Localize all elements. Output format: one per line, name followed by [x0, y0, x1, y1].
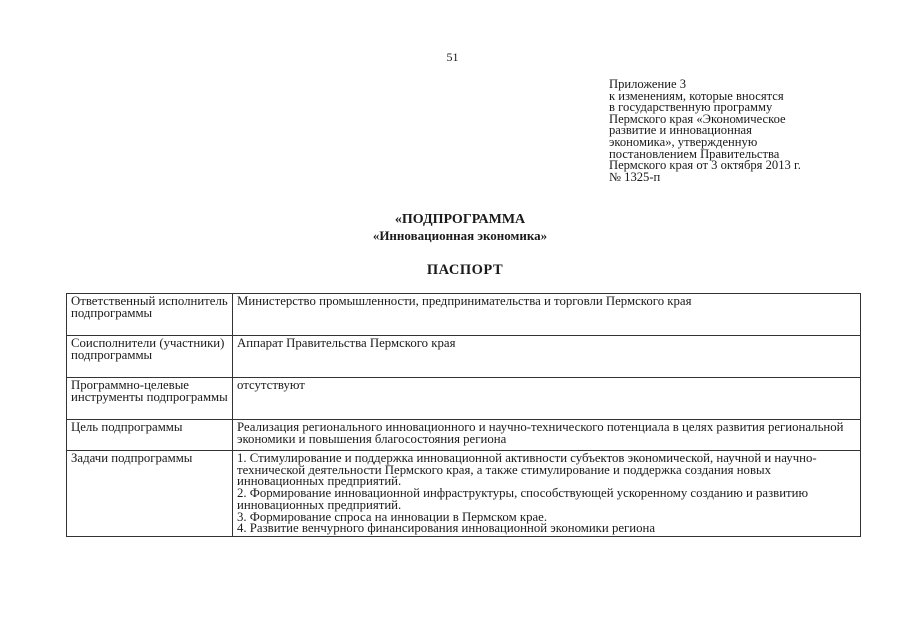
- row-label: Цель подпрограммы: [67, 420, 233, 451]
- table-row: [67, 294, 861, 336]
- appendix-note: [609, 79, 869, 183]
- task-item: 4. Развитие венчурного финансирования инновационной экономики региона: [237, 521, 656, 536]
- row-label: Задачи подпрограммы: [67, 451, 233, 537]
- page-number: 51: [446, 50, 459, 64]
- appendix-line: развитие и инновационная: [609, 123, 752, 138]
- row-label: Ответственный исполнитель подпрограммы: [67, 294, 233, 336]
- row-label: Программно-целевые инструменты подпрограммы: [67, 378, 233, 420]
- passport-table: [66, 293, 861, 537]
- appendix-line: № 1325-п: [609, 169, 661, 184]
- subprogram-name: «Инновационная экономика»: [372, 228, 548, 243]
- appendix-line: к изменениям, которые вносятся: [609, 88, 784, 103]
- row-value: отсутствуют: [233, 378, 861, 420]
- row-value: Реализация регионального инновационного и научно-технического потенциала в целях развития региональной экономики и повышения благосостояния региона: [233, 420, 861, 451]
- table-row: [67, 378, 861, 420]
- subprogram-heading: «ПОДПРОГРАММА: [394, 212, 526, 227]
- task-item: 2. Формирование инновационной инфраструктуры, способствующей ускоренному созданию и развитию инновационных предприятий.: [237, 486, 809, 512]
- row-value-tasks: [233, 451, 861, 537]
- appendix-line: экономика», утвержденную: [609, 134, 758, 149]
- passport-heading: ПАСПОРТ: [426, 262, 504, 278]
- task-item: 1. Стимулирование и поддержка инновационной активности субъектов экономической, научной и научно-технической деятельности Пермского края, а также стимулирование и поддержка создания новых инновационных предприятий.: [237, 451, 817, 489]
- appendix-line: Пермского края «Экономическое: [609, 111, 786, 126]
- appendix-line: Приложение 3: [609, 77, 687, 91]
- row-label: Соисполнители (участники) подпрограммы: [67, 336, 233, 378]
- row-value: Министерство промышленности, предпринимательства и торговли Пермского края: [233, 294, 861, 336]
- table-row: [67, 336, 861, 378]
- document-title: [0, 211, 905, 243]
- table-row: [67, 451, 861, 537]
- task-item: 3. Формирование спроса на инновации в Пермском крае.: [237, 509, 548, 524]
- appendix-line: в государственную программу: [609, 100, 773, 115]
- appendix-line: постановлением Правительства: [609, 146, 780, 161]
- table-row: [67, 420, 861, 451]
- appendix-line: Пермского края от 3 октября 2013 г.: [609, 158, 801, 173]
- row-value: Аппарат Правительства Пермского края: [233, 336, 861, 378]
